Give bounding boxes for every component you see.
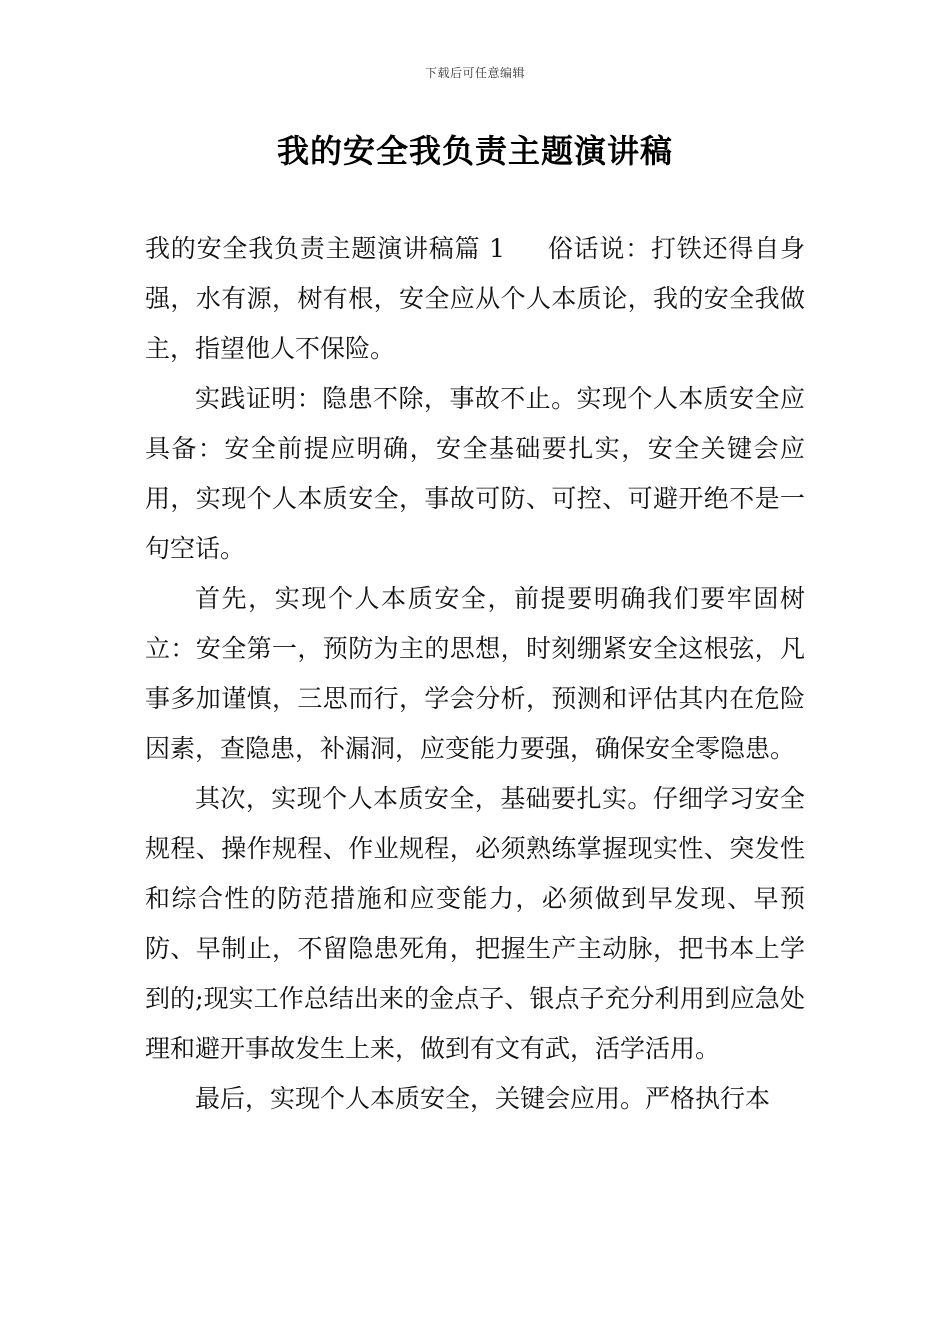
document-body bbox=[145, 224, 805, 1124]
paragraph-practice: 实践证明：隐患不除，事故不止。实现个人本质安全应具备：安全前提应明确，安全基础要扎实，安全关键会应用，实现个人本质安全，事故可防、可控、可避开绝不是一句空话。 bbox=[145, 384, 805, 563]
section-heading: 我的安全我负责主题演讲稿篇 1 bbox=[145, 234, 506, 263]
paragraph-second-point: 其次，实现个人本质安全，基础要扎实。仔细学习安全规程、操作规程、作业规程，必须熟练掌握现实性、突发性和综合性的防范措施和应变能力，必须做到早发现、早预防、早制止，不留隐患死角，把握生产主动脉，把书本上学到的;现实工作总结出来的金点子、银点子充分利用到应急处理和避开事故发生上来，做到有文有武，活学活用。 bbox=[145, 784, 805, 1063]
paragraph-first-point: 首先，实现个人本质安全，前提要明确我们要牢固树立：安全第一，预防为主的思想，时刻绷紧安全这根弦，凡事多加谨慎，三思而行，学会分析，预测和评估其内在危险因素，查隐患，补漏洞，应变能力要强，确保安全零隐患。 bbox=[145, 584, 805, 763]
first-paragraph bbox=[145, 224, 805, 374]
first-paragraph-text: 俗话说：打铁还得自身强，水有源，树有根，安全应从个人本质论，我的安全我做主，指望他人不保险。 bbox=[145, 234, 805, 363]
header-note: 下载后可任意编辑 bbox=[424, 66, 525, 80]
paragraph-last-point: 最后，实现个人本质安全，关键会应用。严格执行本 bbox=[195, 1084, 771, 1113]
document-title: 我的安全我负责主题演讲稿 bbox=[276, 132, 673, 170]
